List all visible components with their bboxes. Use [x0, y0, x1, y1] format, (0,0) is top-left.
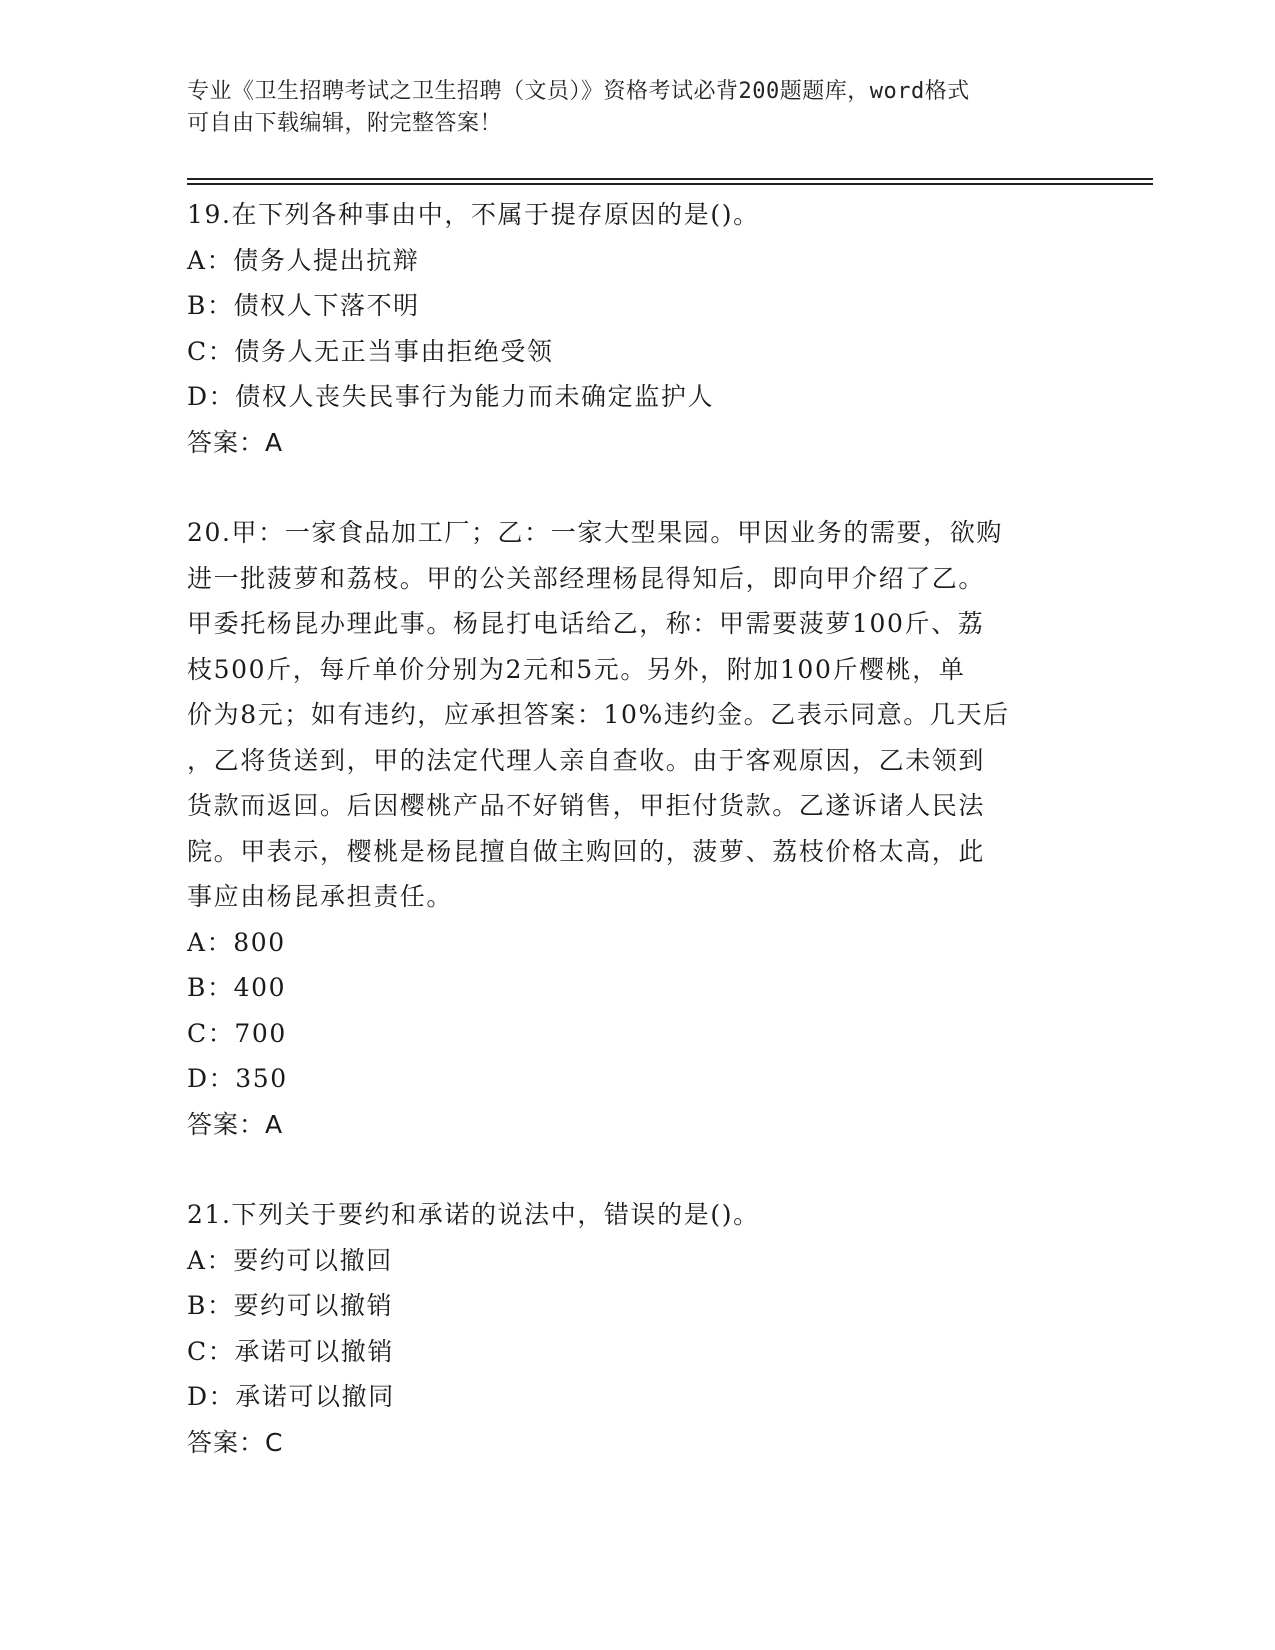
question-stem-line: ，乙将货送到，甲的法定代理人亲自查收。由于客观原因，乙未领到 [187, 745, 986, 775]
option-a: A：债务人提出抗辩 [187, 245, 420, 275]
header-line-1: 专业《卫生招聘考试之卫生招聘（文员）》资格考试必背200题题库，word格式 [187, 79, 970, 104]
option-c: C：承诺可以撤销 [187, 1336, 394, 1366]
spacer [187, 1147, 1087, 1192]
option-d: D：承诺可以撤同 [187, 1382, 395, 1411]
question-stem-line: 货款而返回。后因樱桃产品不好销售，甲拒付货款。乙遂诉诸人民法 [187, 791, 986, 820]
question-19 [187, 192, 1087, 465]
question-stem-line: 枝500斤，每斤单价分别为2元和5元。另外，附加100斤樱桃，单 [187, 654, 966, 684]
option-d: D：债权人丧失民事行为能力而未确定监护人 [187, 382, 715, 411]
header-divider-bottom [187, 183, 1153, 185]
question-stem-line: 进一批菠萝和荔枝。甲的公关部经理杨昆得知后，即向甲介绍了乙。 [187, 563, 986, 593]
question-stem: 21.下列关于要约和承诺的说法中，错误的是()。 [187, 1200, 760, 1229]
question-stem-line: 院。甲表示，樱桃是杨昆擅自做主购回的，菠萝、荔枝价格太高，此 [187, 836, 986, 866]
question-20 [187, 510, 1087, 1147]
spacer [187, 465, 1087, 510]
option-d: D：350 [187, 1064, 288, 1093]
header-line-2: 可自由下载编辑，附完整答案！ [187, 111, 503, 136]
question-stem-line: 20.甲：一家食品加工厂；乙：一家大型果园。甲因业务的需要，欲购 [187, 518, 1003, 547]
option-a: A：要约可以撤回 [187, 1245, 393, 1275]
question-stem-line: 甲委托杨昆办理此事。杨昆打电话给乙，称：甲需要菠萝100斤、荔 [187, 609, 985, 638]
option-b: B：要约可以撤销 [187, 1291, 394, 1320]
answer-line: 答案：A [187, 427, 284, 457]
question-stem: 19.在下列各种事由中，不属于提存原因的是()。 [187, 200, 760, 229]
question-21 [187, 1192, 1087, 1465]
option-b: B：400 [187, 973, 287, 1002]
answer-line: 答案：A [187, 1109, 284, 1139]
option-c: C：700 [187, 1018, 287, 1048]
option-a: A：800 [187, 927, 286, 957]
option-b: B：债权人下落不明 [187, 291, 420, 320]
question-stem-line: 事应由杨昆承担责任。 [187, 882, 454, 911]
header-divider-top [187, 178, 1153, 180]
answer-line: 答案：C [187, 1427, 284, 1457]
question-list [187, 192, 1087, 1465]
question-stem-line: 价为8元；如有违约，应承担答案：10%违约金。乙表示同意。几天后 [187, 700, 1010, 729]
document-header [187, 76, 1067, 140]
option-c: C：债务人无正当事由拒绝受领 [187, 336, 554, 366]
